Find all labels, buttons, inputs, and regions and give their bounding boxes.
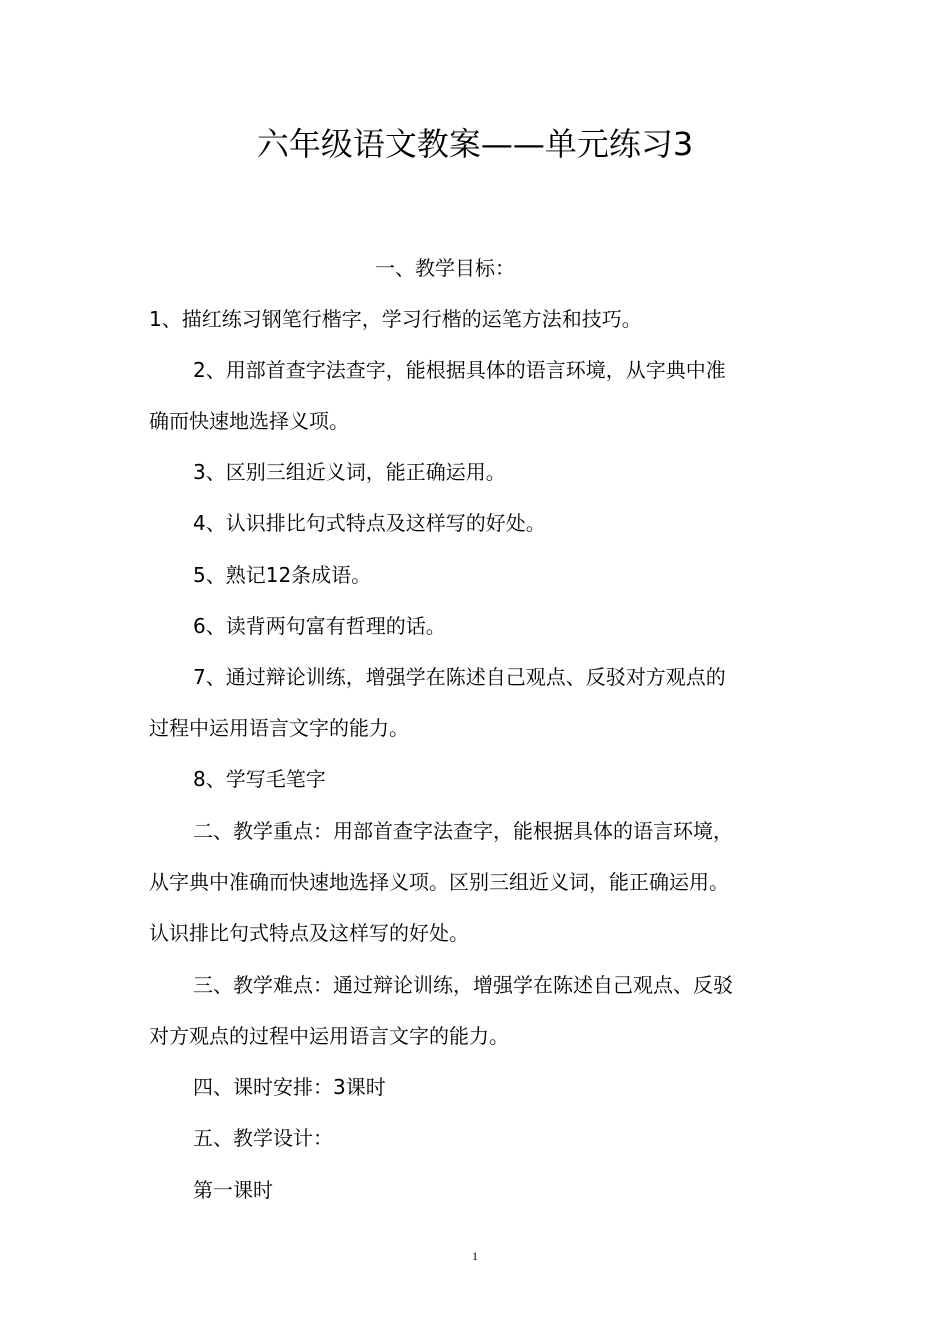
paragraph-line: 过程中运用语言文字的能力。 [149,716,409,740]
paragraph-line: 从字典中准确而快速地选择义项。区别三组近义词，能正确运用。 [149,870,729,894]
paragraph-line: 5、熟记12条成语。 [193,563,372,587]
paragraph-line: 4、认识排比句式特点及这样写的好处。 [193,511,546,535]
paragraph-line: 三、教学难点：通过辩论训练，增强学在陈述自己观点、反驳 [193,973,733,997]
paragraph-line: 8、学写毛笔字 [193,767,326,791]
paragraph-line: 认识排比句式特点及这样写的好处。 [149,921,469,945]
paragraph-line: 对方观点的过程中运用语言文字的能力。 [149,1024,509,1048]
document-title: 六年级语文教案——单元练习3 [256,125,694,163]
page-number: 1 [472,1249,478,1263]
paragraph-line: 7、通过辩论训练，增强学在陈述自己观点、反驳对方观点的 [193,665,726,689]
paragraph-line: 第一课时 [193,1178,273,1202]
paragraph-line: 1、描红练习钢笔行楷字，学习行楷的运笔方法和技巧。 [149,307,642,331]
paragraph-line: 五、教学设计： [193,1126,333,1150]
paragraph-line: 确而快速地选择义项。 [149,409,349,433]
section-heading-objectives: 一、教学目标： [375,256,515,280]
paragraph-line: 2、用部首查字法查字，能根据具体的语言环境，从字典中准 [193,358,726,382]
paragraph-line: 6、读背两句富有哲理的话。 [193,614,446,638]
paragraph-line: 四、课时安排：3课时 [193,1075,386,1099]
paragraph-line: 3、区别三组近义词，能正确运用。 [193,460,506,484]
paragraph-line: 二、教学重点：用部首查字法查字，能根据具体的语言环境， [193,819,733,843]
